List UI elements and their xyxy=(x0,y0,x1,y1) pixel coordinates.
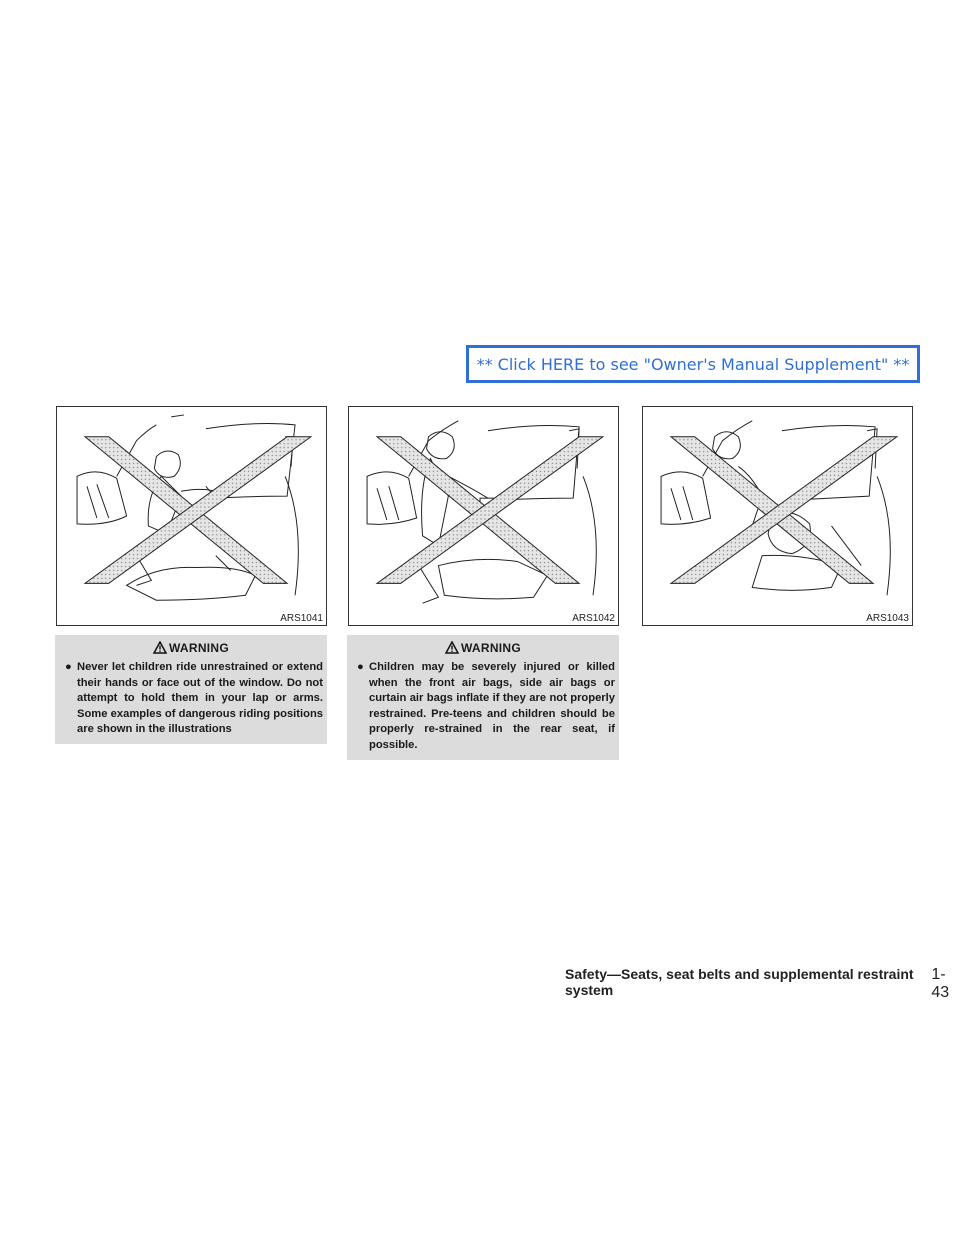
page-number: 1-43 xyxy=(931,966,950,1001)
section-title: Safety—Seats, seat belts and supplemental restraint system xyxy=(565,966,914,998)
warning-header xyxy=(347,635,619,660)
warning-item xyxy=(347,660,619,760)
warning-box-air-bag-injury xyxy=(347,635,619,760)
warning-title: WARNING xyxy=(168,640,230,655)
warning-text: Never let children ride unrestrained or extend their hands or face out of the window. Do not attempt to hold them in your lap or arms. Some examples of dangerous riding positions are shown in the illustrations xyxy=(77,661,323,736)
bullet: ● xyxy=(357,661,364,673)
warning-title: WARNING xyxy=(460,640,522,655)
car-interior-crossed-out-illustration xyxy=(643,407,912,625)
illustration-child-held-in-lap xyxy=(642,406,913,626)
warning-item xyxy=(55,660,327,744)
car-interior-crossed-out-illustration xyxy=(57,407,326,625)
warning-triangle-icon xyxy=(445,641,459,654)
car-interior-crossed-out-illustration xyxy=(349,407,618,625)
bullet: ● xyxy=(65,661,72,673)
warning-text: Children may be severely injured or killed when the front air bags, side air bags or curtain air bags inflate if they are not properly restrained. Pre-teens and children should be properly re-strained in the rear seat, if possible. xyxy=(369,661,615,751)
figure-code: ARS1041 xyxy=(280,613,323,624)
owners-manual-supplement-link[interactable]: ** Click HERE to see "Owner's Manual Supplement" ** xyxy=(466,345,920,383)
figure-code: ARS1042 xyxy=(572,613,615,624)
warning-box-children-unrestrained xyxy=(55,635,327,744)
warning-triangle-icon xyxy=(153,641,167,654)
warning-header xyxy=(55,635,327,660)
figure-code: ARS1043 xyxy=(866,613,909,624)
illustration-child-out-of-window xyxy=(56,406,327,626)
page-footer xyxy=(565,966,960,1002)
illustration-child-standing-between-seats xyxy=(348,406,619,626)
